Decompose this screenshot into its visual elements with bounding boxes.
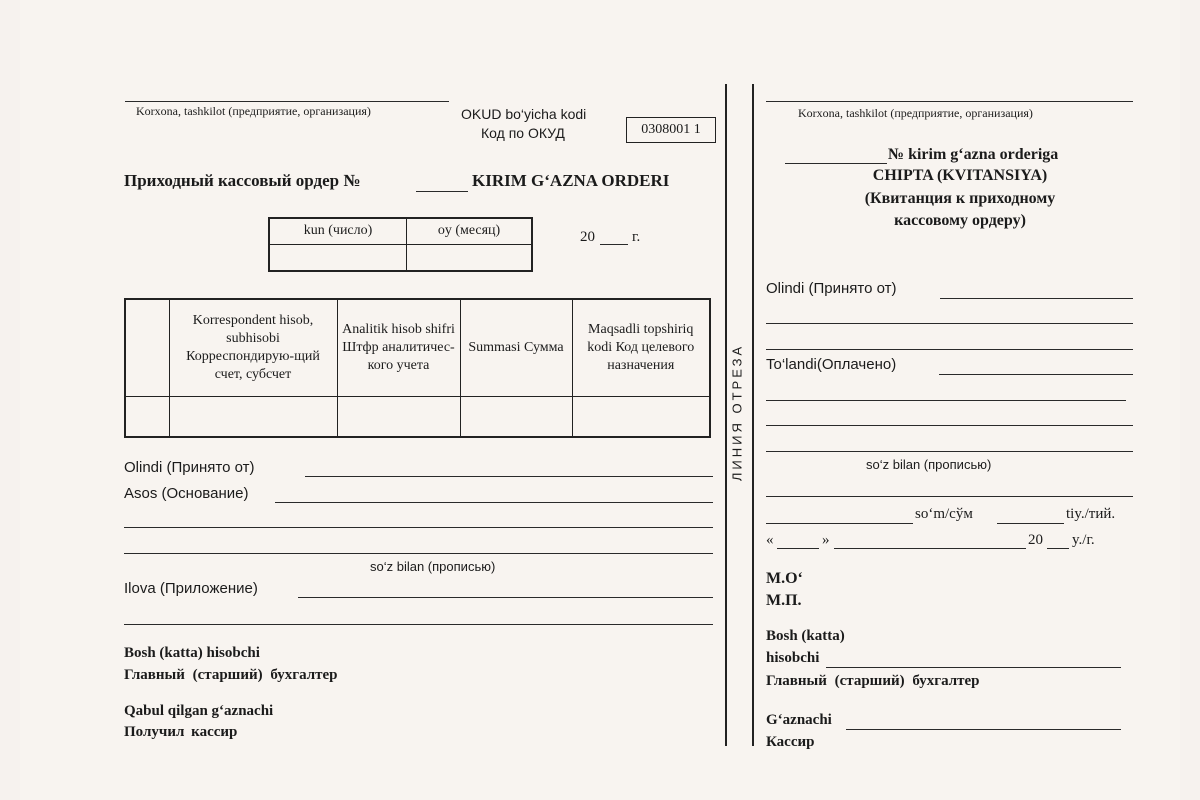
receipt-received-line-3[interactable] bbox=[766, 349, 1133, 350]
year-prefix: 20 bbox=[580, 229, 595, 245]
receipt-paid-line[interactable] bbox=[939, 374, 1133, 375]
table-header-analytic: Analitik hisob shifri Штфр аналитичес-кого учета bbox=[337, 299, 460, 396]
receipt-number-line[interactable] bbox=[785, 163, 887, 164]
received-from-label: Olindi (Принято от) bbox=[124, 459, 255, 476]
amount-words-line[interactable] bbox=[124, 553, 713, 554]
receipt-tiy-line[interactable] bbox=[997, 523, 1064, 524]
accounting-table bbox=[124, 298, 711, 438]
chief-accountant-uz: Bosh (katta) hisobchi bbox=[124, 645, 260, 661]
receipt-quote-open: « bbox=[766, 532, 774, 548]
cashier-ru: Получил кассир bbox=[124, 724, 238, 740]
date-table bbox=[268, 217, 533, 272]
cashier-uz: Qabul qilgan g‘aznachi bbox=[124, 703, 274, 719]
attachment-line-2[interactable] bbox=[124, 624, 713, 625]
table-header-blank bbox=[125, 299, 169, 396]
receipt-year-prefix: 20 bbox=[1028, 532, 1043, 548]
okud-label-uz: OKUD bo‘yicha kodi bbox=[461, 106, 587, 122]
table-cell[interactable] bbox=[460, 396, 572, 437]
receipt-title-line-2: CHIPTA (KVITANSIYA) bbox=[872, 167, 1048, 184]
receipt-paid-line-2[interactable] bbox=[766, 400, 1126, 401]
org-name-line bbox=[125, 101, 449, 102]
receipt-month-line[interactable] bbox=[834, 548, 1026, 549]
attachment-line[interactable] bbox=[298, 597, 713, 598]
receipt-words-line[interactable] bbox=[766, 451, 1133, 452]
receipt-org-caption: Korxona, tashkilot (предприятие, организация) bbox=[798, 106, 1033, 120]
receipt-title-line-1: № kirim g‘azna orderiga bbox=[888, 146, 1059, 163]
received-from-line[interactable] bbox=[305, 476, 713, 477]
attachment-label: Ilova (Приложение) bbox=[124, 580, 258, 597]
receipt-som-label: so‘m/сўм bbox=[915, 506, 973, 522]
table-cell[interactable] bbox=[572, 396, 710, 437]
receipt-chief-ru: Главный (старший) бухгалтер bbox=[766, 673, 980, 689]
org-caption: Korxona, tashkilot (предприятие, организация) bbox=[136, 104, 371, 118]
receipt-org-line bbox=[766, 101, 1133, 102]
form-title-ru: Приходный кассовый ордер № bbox=[124, 171, 361, 190]
chief-accountant-ru: Главный (старший) бухгалтер bbox=[124, 667, 338, 683]
table-cell[interactable] bbox=[125, 396, 169, 437]
year-suffix: г. bbox=[632, 229, 641, 245]
date-month-cell[interactable] bbox=[407, 244, 532, 271]
basis-line[interactable] bbox=[275, 502, 713, 503]
receipt-chief-label-2: hisobchi bbox=[766, 650, 820, 666]
receipt-som-line[interactable] bbox=[766, 523, 913, 524]
receipt-paid-line-3[interactable] bbox=[766, 425, 1133, 426]
receipt-quote-close: » bbox=[822, 532, 830, 548]
date-header-day: kun (число) bbox=[269, 218, 407, 244]
receipt-in-words-caption: so‘z bilan (прописью) bbox=[866, 457, 992, 472]
receipt-year-suffix: y./г. bbox=[1072, 532, 1095, 548]
receipt-received-from-line[interactable] bbox=[940, 298, 1133, 299]
receipt-day-line[interactable] bbox=[777, 548, 819, 549]
receipt-cashier-ru: Кассир bbox=[766, 734, 815, 750]
table-header-correspondent: Korrespondent hisob, subhisobi Корреспондирую-щий счет, субсчет bbox=[169, 299, 337, 396]
table-cell[interactable] bbox=[169, 396, 337, 437]
seal-uz: M.O‘ bbox=[766, 570, 803, 587]
date-header-month: oy (месяц) bbox=[407, 218, 532, 244]
basis-label: Asos (Основание) bbox=[124, 485, 249, 502]
receipt-words-line-2[interactable] bbox=[766, 496, 1133, 497]
receipt-chief-label-1: Bosh (katta) bbox=[766, 628, 845, 644]
receipt-title-line-3: (Квитанция к приходному bbox=[864, 190, 1056, 207]
receipt-cashier-uz: G‘aznachi bbox=[766, 712, 832, 728]
table-header-target-code: Maqsadli topshiriq kodi Код целевого назначения bbox=[572, 299, 710, 396]
in-words-caption: so‘z bilan (прописью) bbox=[370, 559, 496, 574]
cut-line-right bbox=[752, 84, 754, 746]
receipt-paid-label: To‘landi(Оплачено) bbox=[766, 356, 897, 373]
receipt-received-line-2[interactable] bbox=[766, 323, 1133, 324]
receipt-tiy-label: tiy./тий. bbox=[1066, 506, 1116, 522]
table-header-sum: Summasi Сумма bbox=[460, 299, 572, 396]
date-day-cell[interactable] bbox=[269, 244, 407, 271]
seal-ru: М.П. bbox=[766, 592, 802, 609]
year-line bbox=[600, 244, 628, 245]
table-cell[interactable] bbox=[337, 396, 460, 437]
basis-line-2[interactable] bbox=[124, 527, 713, 528]
receipt-received-from-label: Olindi (Принято от) bbox=[766, 280, 897, 297]
okud-label-ru: Код по ОКУД bbox=[481, 125, 565, 141]
form-title-uz: KIRIM G‘AZNA ORDERI bbox=[472, 171, 670, 190]
cut-line-left bbox=[725, 84, 727, 746]
receipt-year-line[interactable] bbox=[1047, 548, 1069, 549]
receipt-chief-signature-line[interactable] bbox=[826, 667, 1121, 668]
receipt-title-line-4: кассовому ордеру) bbox=[894, 212, 1026, 229]
okud-code: 0308001 1 bbox=[626, 117, 716, 143]
order-number-line bbox=[416, 191, 468, 192]
receipt-cashier-signature-line[interactable] bbox=[846, 729, 1121, 730]
